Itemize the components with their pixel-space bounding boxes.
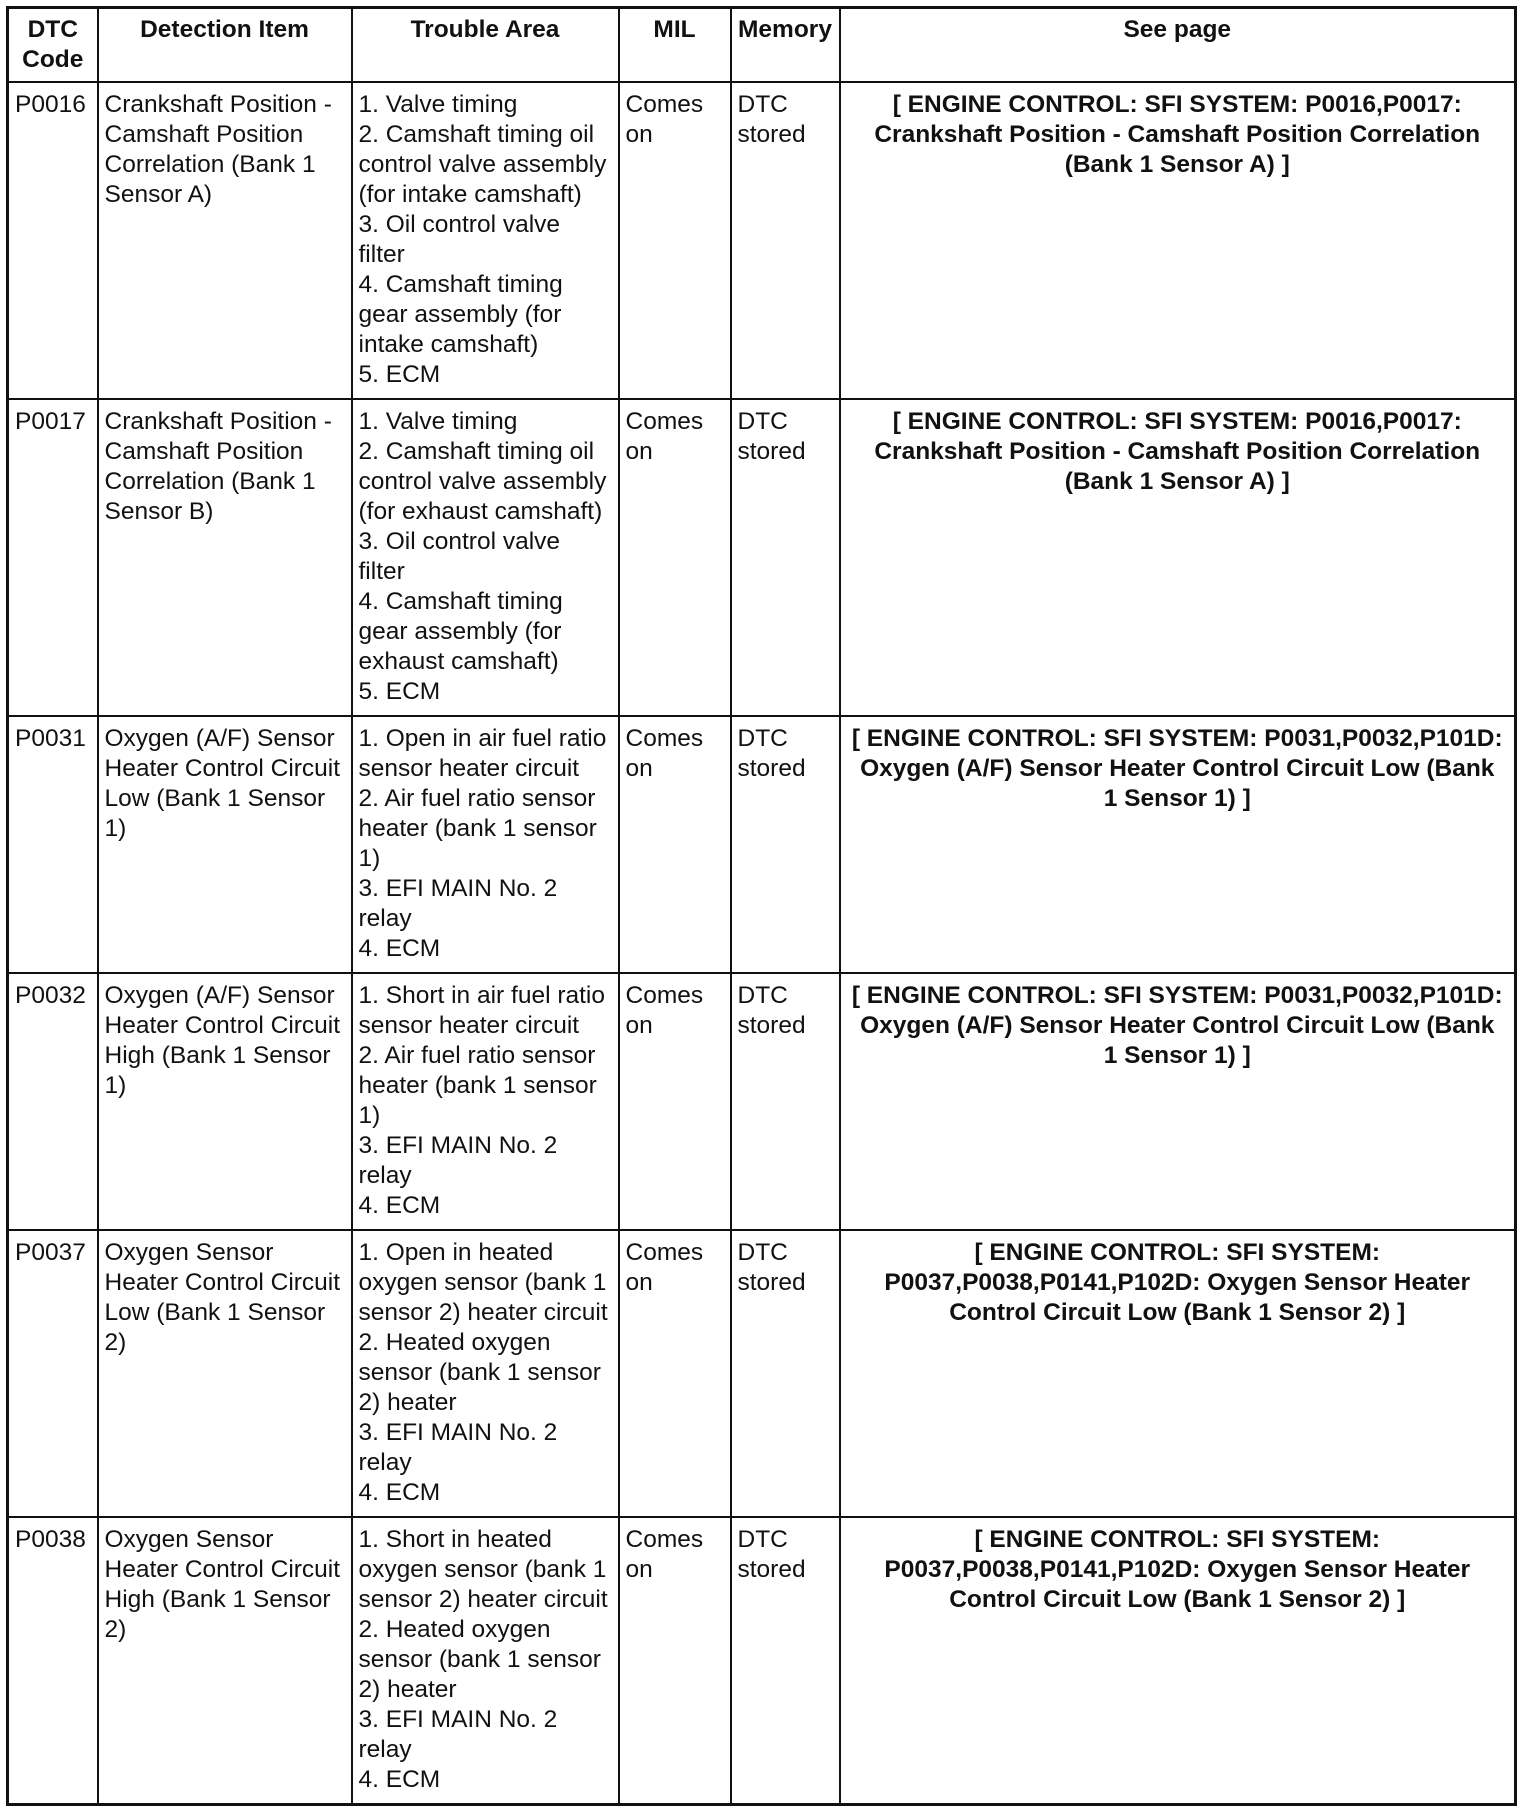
trouble-area-item: 2. Heated oxygen sensor (bank 1 sensor 2) heater bbox=[358, 1329, 601, 1416]
trouble-area-item: 1. Valve timing bbox=[358, 408, 518, 435]
mil-cell: Comes on bbox=[619, 716, 731, 973]
trouble-area-item: 2. Heated oxygen sensor (bank 1 sensor 2) heater bbox=[358, 1616, 601, 1703]
see-page-cell: [ ENGINE CONTROL: SFI SYSTEM: P0016,P0017: Crankshaft Position - Camshaft Position Correlation (Bank 1 Sensor A) ] bbox=[840, 399, 1516, 716]
trouble-area-item: 3. Oil control valve filter bbox=[358, 528, 561, 585]
trouble-area-item: 3. EFI MAIN No. 2 relay bbox=[358, 1706, 558, 1763]
trouble-area-item: 5. ECM bbox=[358, 678, 441, 705]
dtc-code-cell: P0031 bbox=[8, 716, 98, 973]
detection-item-cell: Oxygen (A/F) Sensor Heater Control Circuit High (Bank 1 Sensor 1) bbox=[98, 973, 352, 1230]
trouble-area-cell bbox=[352, 399, 619, 716]
trouble-area-item: 1. Valve timing bbox=[358, 91, 518, 118]
see-page-cell: [ ENGINE CONTROL: SFI SYSTEM: P0031,P0032,P101D: Oxygen (A/F) Sensor Heater Control Circuit Low (Bank 1 Sensor 1) ] bbox=[840, 716, 1516, 973]
memory-cell: DTC stored bbox=[731, 716, 840, 973]
mil-cell: Comes on bbox=[619, 399, 731, 716]
detection-item-cell: Oxygen Sensor Heater Control Circuit Low (Bank 1 Sensor 2) bbox=[98, 1230, 352, 1517]
trouble-area-item: 3. EFI MAIN No. 2 relay bbox=[358, 1132, 558, 1189]
trouble-area-cell bbox=[352, 1230, 619, 1517]
header-row bbox=[8, 8, 1516, 83]
trouble-area-item: 5. ECM bbox=[358, 361, 441, 388]
trouble-area-cell bbox=[352, 82, 619, 399]
dtc-code-cell: P0037 bbox=[8, 1230, 98, 1517]
see-page-cell: [ ENGINE CONTROL: SFI SYSTEM: P0037,P0038,P0141,P102D: Oxygen Sensor Heater Control Circuit Low (Bank 1 Sensor 2) ] bbox=[840, 1230, 1516, 1517]
dtc-code-cell: P0017 bbox=[8, 399, 98, 716]
detection-item-cell: Crankshaft Position - Camshaft Position Correlation (Bank 1 Sensor A) bbox=[98, 82, 352, 399]
mil-cell: Comes on bbox=[619, 82, 731, 399]
detection-item-cell: Oxygen (A/F) Sensor Heater Control Circuit Low (Bank 1 Sensor 1) bbox=[98, 716, 352, 973]
see-page-cell: [ ENGINE CONTROL: SFI SYSTEM: P0037,P0038,P0141,P102D: Oxygen Sensor Heater Control Circuit Low (Bank 1 Sensor 2) ] bbox=[840, 1517, 1516, 1805]
trouble-area-item: 4. ECM bbox=[358, 1766, 441, 1793]
trouble-area-cell bbox=[352, 973, 619, 1230]
trouble-area-item: 4. Camshaft timing gear assembly (for exhaust camshaft) bbox=[358, 588, 563, 675]
trouble-area-item: 4. ECM bbox=[358, 935, 441, 962]
memory-cell: DTC stored bbox=[731, 1230, 840, 1517]
trouble-area-item: 1. Open in air fuel ratio sensor heater circuit bbox=[358, 725, 607, 782]
trouble-area-item: 1. Short in air fuel ratio sensor heater circuit bbox=[358, 982, 605, 1039]
memory-cell: DTC stored bbox=[731, 1517, 840, 1805]
trouble-area-item: 2. Camshaft timing oil control valve assembly (for intake camshaft) bbox=[358, 121, 607, 208]
table-row bbox=[8, 1517, 1516, 1805]
trouble-area-item: 3. Oil control valve filter bbox=[358, 211, 561, 268]
dtc-code-cell: P0038 bbox=[8, 1517, 98, 1805]
trouble-area-cell bbox=[352, 1517, 619, 1805]
memory-cell: DTC stored bbox=[731, 82, 840, 399]
mil-cell: Comes on bbox=[619, 1230, 731, 1517]
see-page-cell: [ ENGINE CONTROL: SFI SYSTEM: P0016,P0017: Crankshaft Position - Camshaft Position Correlation (Bank 1 Sensor A) ] bbox=[840, 82, 1516, 399]
header-mil: MIL bbox=[619, 8, 731, 83]
table-row bbox=[8, 399, 1516, 716]
mil-cell: Comes on bbox=[619, 973, 731, 1230]
table-row bbox=[8, 82, 1516, 399]
header-trouble-area: Trouble Area bbox=[352, 8, 619, 83]
mil-cell: Comes on bbox=[619, 1517, 731, 1805]
header-see-page: See page bbox=[840, 8, 1516, 83]
trouble-area-item: 2. Air fuel ratio sensor heater (bank 1 sensor 1) bbox=[358, 785, 597, 872]
trouble-area-item: 3. EFI MAIN No. 2 relay bbox=[358, 875, 558, 932]
table-row bbox=[8, 1230, 1516, 1517]
trouble-area-cell bbox=[352, 716, 619, 973]
header-dtc-code: DTC Code bbox=[8, 8, 98, 83]
detection-item-cell: Oxygen Sensor Heater Control Circuit High (Bank 1 Sensor 2) bbox=[98, 1517, 352, 1805]
table-row bbox=[8, 716, 1516, 973]
dtc-table bbox=[6, 6, 1517, 1806]
memory-cell: DTC stored bbox=[731, 399, 840, 716]
table-row bbox=[8, 973, 1516, 1230]
trouble-area-item: 2. Camshaft timing oil control valve assembly (for exhaust camshaft) bbox=[358, 438, 607, 525]
memory-cell: DTC stored bbox=[731, 973, 840, 1230]
header-detection-item: Detection Item bbox=[98, 8, 352, 83]
trouble-area-item: 4. Camshaft timing gear assembly (for intake camshaft) bbox=[358, 271, 563, 358]
trouble-area-item: 2. Air fuel ratio sensor heater (bank 1 sensor 1) bbox=[358, 1042, 597, 1129]
trouble-area-item: 1. Short in heated oxygen sensor (bank 1 sensor 2) heater circuit bbox=[358, 1526, 608, 1613]
dtc-code-cell: P0032 bbox=[8, 973, 98, 1230]
dtc-code-cell: P0016 bbox=[8, 82, 98, 399]
see-page-cell: [ ENGINE CONTROL: SFI SYSTEM: P0031,P0032,P101D: Oxygen (A/F) Sensor Heater Control Circuit Low (Bank 1 Sensor 1) ] bbox=[840, 973, 1516, 1230]
trouble-area-item: 4. ECM bbox=[358, 1479, 441, 1506]
detection-item-cell: Crankshaft Position - Camshaft Position Correlation (Bank 1 Sensor B) bbox=[98, 399, 352, 716]
trouble-area-item: 3. EFI MAIN No. 2 relay bbox=[358, 1419, 558, 1476]
trouble-area-item: 1. Open in heated oxygen sensor (bank 1 sensor 2) heater circuit bbox=[358, 1239, 608, 1326]
header-memory: Memory bbox=[731, 8, 840, 83]
trouble-area-item: 4. ECM bbox=[358, 1192, 441, 1219]
